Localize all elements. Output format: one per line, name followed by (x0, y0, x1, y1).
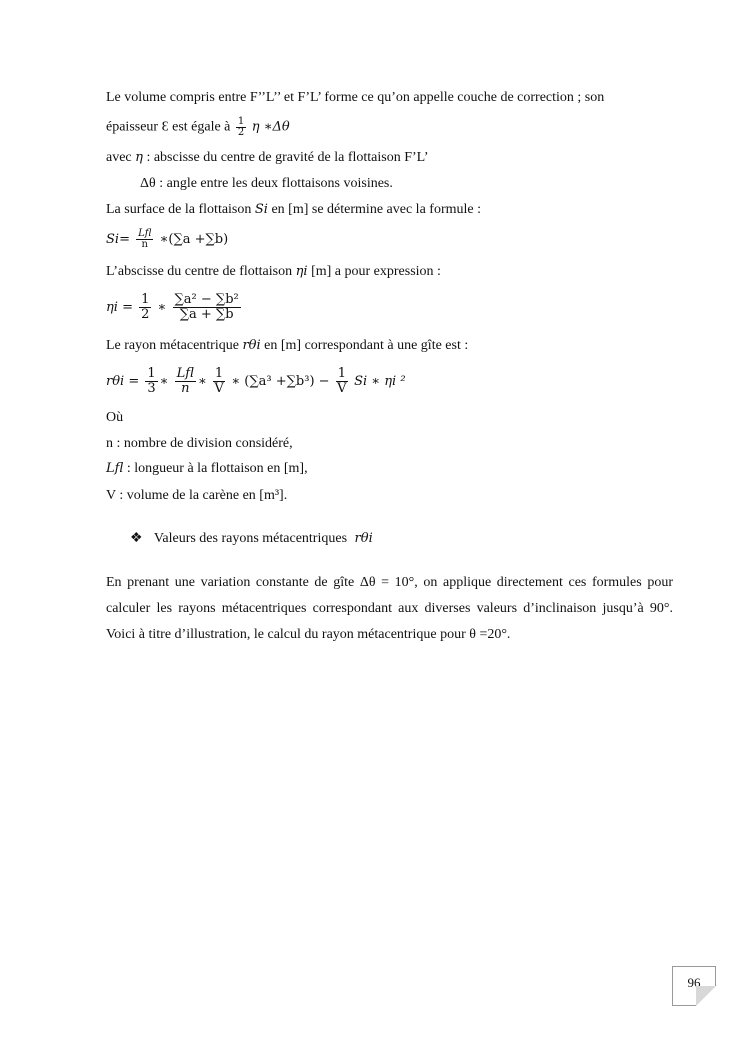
lfl-definition: : longueur à la flottaison en [m], (126, 461, 308, 476)
page-number: 96 (687, 975, 701, 990)
paragraph-correction-layer: Le volume compris entre F’’L’’ et F’L’ forme ce qu’on appelle couche de correction ; son (106, 90, 605, 105)
surface-formula-denominator: n (141, 239, 148, 250)
abscissa-symbol: ηi (295, 264, 308, 279)
radius-formula-volume-ratio (213, 367, 225, 396)
abscissa-half-numerator: 1 (141, 292, 150, 307)
abscissa-formula-lhs: ηi = (106, 300, 133, 315)
abscissa-formula (106, 290, 243, 326)
surface-formula (106, 229, 228, 250)
radius-formula: rθi = $\frac{1}{3}$ ∗ $\frac{\text{Lfl}}{n}$ ∗ $\frac{1}{V}$ ∗ (∑a³ +∑b³) − $\frac{1}{V}$ Si ∗ ηi ² (106, 366, 406, 396)
thickness-expression: η ∗Δθ (251, 119, 290, 135)
radius-length-numerator: Lfl (176, 366, 194, 381)
closing-paragraph: En prenant une variation constante de gîte Δθ = 10°, on applique directement ces formules pour calculer les rayons métacentriques correspondant aux diverses valeurs d’inclinaison jusqu’à 90°. Voici à titre d’illustration, le calcul du rayon métacentrique pour θ =20°. (106, 575, 673, 642)
surface-text-suffix: en [m] se détermine avec la formule : (271, 202, 481, 217)
radius-formula-volume-ratio-2 (336, 367, 348, 396)
surface-intro-line (106, 201, 481, 219)
page-number-box (672, 966, 716, 1006)
lfl-symbol: Lfl (106, 461, 124, 476)
definition-lfl-line (106, 460, 308, 478)
radius-third-numerator: 1 (147, 366, 156, 381)
thickness-formula-line (106, 117, 290, 138)
abscissa-text: L’abscisse du centre de flottaison (106, 264, 293, 279)
abscissa-intro-line (106, 263, 441, 281)
definition-delta-theta: Δθ : angle entre les deux flottaisons voisines. (140, 176, 393, 191)
abscissa-ratio-numerator: ∑a² − ∑b² (174, 292, 239, 307)
abscissa-formula-mult: ∗ (157, 300, 167, 315)
radius-text-suffix: en [m] correspondant à une gîte est : (264, 338, 469, 353)
surface-formula-rhs: ∗(∑a +∑b) (159, 232, 229, 247)
radius-formula-third (145, 367, 157, 396)
definition-n: n : nombre de division considéré, (106, 436, 293, 451)
radius-symbol: rθi (242, 338, 261, 353)
radius-third-denominator: 3 (147, 381, 156, 396)
surface-formula-numerator: Lfl (138, 228, 152, 239)
section-heading-text: Valeurs des rayons métacentriques (153, 531, 348, 546)
radius-volume-numerator: 1 (214, 366, 224, 381)
radius-intro-line (106, 337, 468, 355)
half-fraction (236, 117, 246, 138)
page-curl-icon (696, 986, 716, 1006)
definition-eta-line (106, 149, 429, 167)
radius-formula-lhs: rθi = (106, 374, 140, 389)
where-label: Où (106, 410, 124, 425)
thickness-text: épaisseur Ɛ est égale à (106, 119, 231, 135)
half-numerator: 1 (237, 116, 245, 127)
section-heading-symbol: rθi (354, 531, 373, 546)
abscissa-formula-half (139, 293, 151, 322)
eta-symbol: η (135, 150, 143, 165)
abscissa-ratio-denominator: ∑a + ∑b (179, 307, 234, 322)
definition-volume: V : volume de la carène en [m³]. (106, 488, 288, 503)
abscissa-formula-ratio (173, 293, 241, 322)
radius-text: Le rayon métacentrique (106, 338, 239, 353)
radius-formula-length-ratio (175, 367, 196, 396)
section-heading-metacentric-radii (130, 530, 373, 547)
eta-definition: : abscisse du centre de gravité de la flottaison F’L’ (146, 150, 429, 165)
radius-volume-denominator: V (214, 381, 224, 396)
radius-formula-tail: Si ∗ ηi ² (354, 374, 406, 389)
radius-length-denominator: n (181, 381, 190, 396)
radius-volume2-denominator: V (337, 381, 347, 396)
surface-formula-lhs: Si= (106, 232, 130, 247)
abscissa-text-suffix: [m] a pour expression : (311, 264, 441, 279)
avec-label: avec (106, 150, 132, 165)
surface-text: La surface de la flottaison (106, 202, 252, 217)
surface-formula-fraction (136, 229, 153, 250)
radius-volume2-numerator: 1 (337, 366, 346, 381)
abscissa-half-denominator: 2 (141, 307, 150, 322)
diamond-bullet-icon: ❖ (130, 531, 143, 546)
radius-formula-sum-cubes: ∗ (∑a³ +∑b³) − (231, 374, 330, 389)
surface-symbol: Si (254, 202, 268, 217)
half-denominator: 2 (237, 127, 245, 138)
